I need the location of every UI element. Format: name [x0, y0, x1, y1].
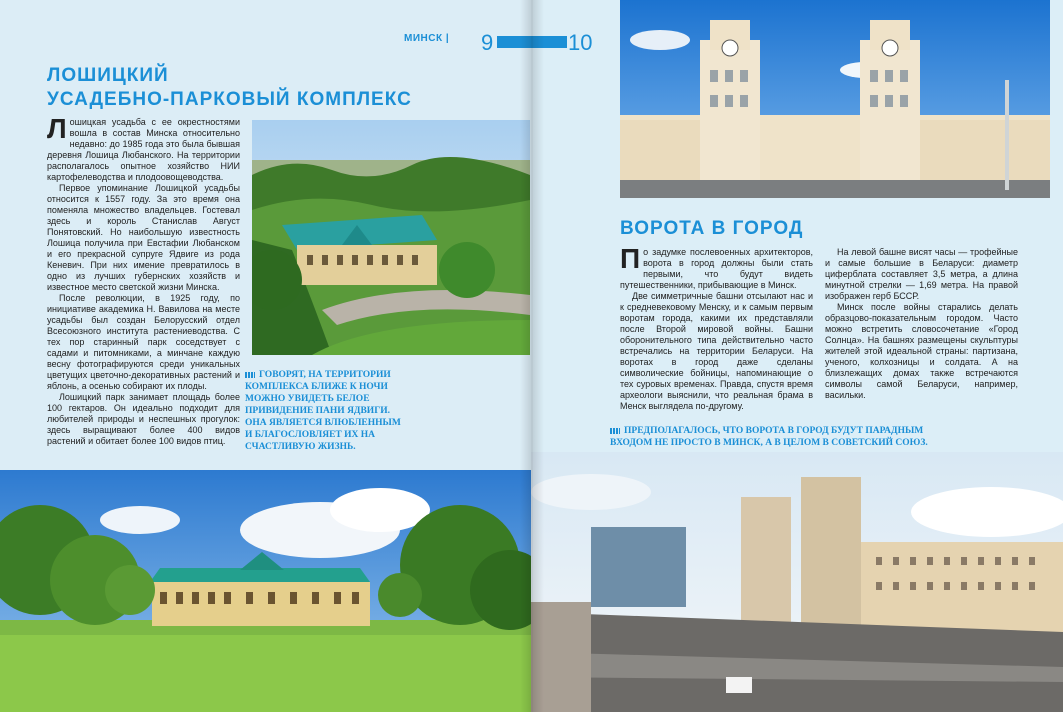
paragraph: Лошицкая усадьба с ее окрестностями вошла в состав Минска относительно недавно: до 1985 года это была бывшая деревня Лошица Любанского. На территории располагалось опытное хозяйство НИИ картофелеводства и плодоовощеводства. — [47, 113, 240, 182]
page-number-bar — [497, 36, 567, 48]
quote-marker-icon — [245, 372, 255, 378]
minsk-station-square-photo — [531, 452, 1063, 712]
manor-park-photo — [0, 470, 531, 712]
quote-marker-icon — [610, 428, 620, 434]
paragraph: После революции, в 1925 году, по инициативе академика Н. Вавилова на месте усадьбы был создан Белорусский отдел Всесоюзного института растениеводства. С тех пор старинный парк соседствует с садами и питомниками, а минчане каждую весну фотографируются среди уникальных цветущих цветочно-декоративных растений и яблонь, а осенью собирают их плоды. — [47, 293, 240, 391]
right-pull-quote: ПРЕДПОЛАГАЛОСЬ, ЧТО ВОРОТА В ГОРОД БУДУТ ПАРАДНЫМ ВХОДОМ НЕ ПРОСТО В МИНСК, А В ЦЕЛОМ В СОВЕТСКИЙ СОЮЗ. — [610, 426, 928, 448]
drop-cap: Л — [47, 113, 67, 144]
right-article-col-2 — [825, 247, 1018, 401]
article-title-loshitsa — [47, 64, 412, 112]
left-pull-quote: ГОВОРЯТ, НА ТЕРРИТОРИИ КОМПЛЕКСА БЛИЖЕ К НОЧИ МОЖНО УВИДЕТЬ БЕЛОЕ ПРИВИДЕНИЕ ПАНИ ЯДВИГИ. ОНА ЯВЛЯЕТСЯ ВЛЮБЛЕННЫМ И БЛАГОСЛОВЛЯЕТ ИХ НА СЧАСТЛИВУЮ ЖИЗНЬ. — [245, 370, 401, 452]
title-line-2: УСАДЕБНО-ПАРКОВЫЙ КОМПЛЕКС — [47, 89, 412, 110]
paragraph: Первое упоминание Лошицкой усадьбы относится к 1557 году. За это время она поменяла множество владельцев. Гостевал здесь и король Станислав Август Понятовский. Но наибольшую известность Лошица получила при Евстафии Любанском и его прекрасной супруге Ядвиге из рода Кеневич. При них имение превратилось в одно из лучших губернских хозяйств и известное место светской жизни Минска. — [47, 183, 240, 292]
page-number-right: 10 — [568, 30, 593, 55]
paragraph: На левой башне висят часы — трофейные и самые большие в Беларуси: диаметр циферблата составляет 3,5 метра, а длина минутной стрелки — 1,69 метра. На правой изображен герб БССР. — [825, 247, 1018, 301]
article-title-gates: ВОРОТА В ГОРОД — [620, 218, 804, 239]
left-page — [0, 0, 531, 712]
right-page — [531, 0, 1063, 712]
paragraph: Лошицкий парк занимает площадь более 100 гектаров. Он идеально подходит для любителей природы и неспешных прогулок: здесь выращивают более 400 видов растений и обитает более 100 видов птиц. — [47, 392, 240, 446]
page-number-left: 9 — [481, 30, 494, 55]
section-label: МИНСК | — [404, 33, 450, 44]
title-line-1: ЛОШИЦКИЙ — [47, 65, 169, 86]
left-article-body — [47, 113, 240, 447]
paragraph: Две симметричные башни отсылают нас и к средневековому Менску, и к самым первым воротам города, какими их представляли после Второй мировой войны. Башни оборонительного типа действительно часто встречались на территории Беларуси. На воротах в город даже сделаны символические бойницы, напоминающие о тех суровых временах. Правда, спустя время археологи выяснили, что реальная брама в Менск выглядела по-другому. — [620, 291, 813, 411]
paragraph: Минск после войны старались делать образцово-показательным городом. Часто можно встретить словосочетание «Город Солнца». На башнях размещены скульптуры жителей этой идеальной страны: партизана, ученого, колхозницы и солдата. А на близлежащих домах также встречаются символы самой Беларуси, например, васильки. — [825, 302, 1018, 400]
right-article-col-1 — [620, 243, 813, 412]
drop-cap: П — [620, 243, 641, 274]
gates-towers-photo — [620, 0, 1050, 198]
paragraph: По задумке послевоенных архитекторов, ворота в город должны были стать первыми, что будут видеть путешественники, прибывающие в Минск. — [620, 243, 813, 290]
manor-aerial-photo — [252, 120, 530, 355]
